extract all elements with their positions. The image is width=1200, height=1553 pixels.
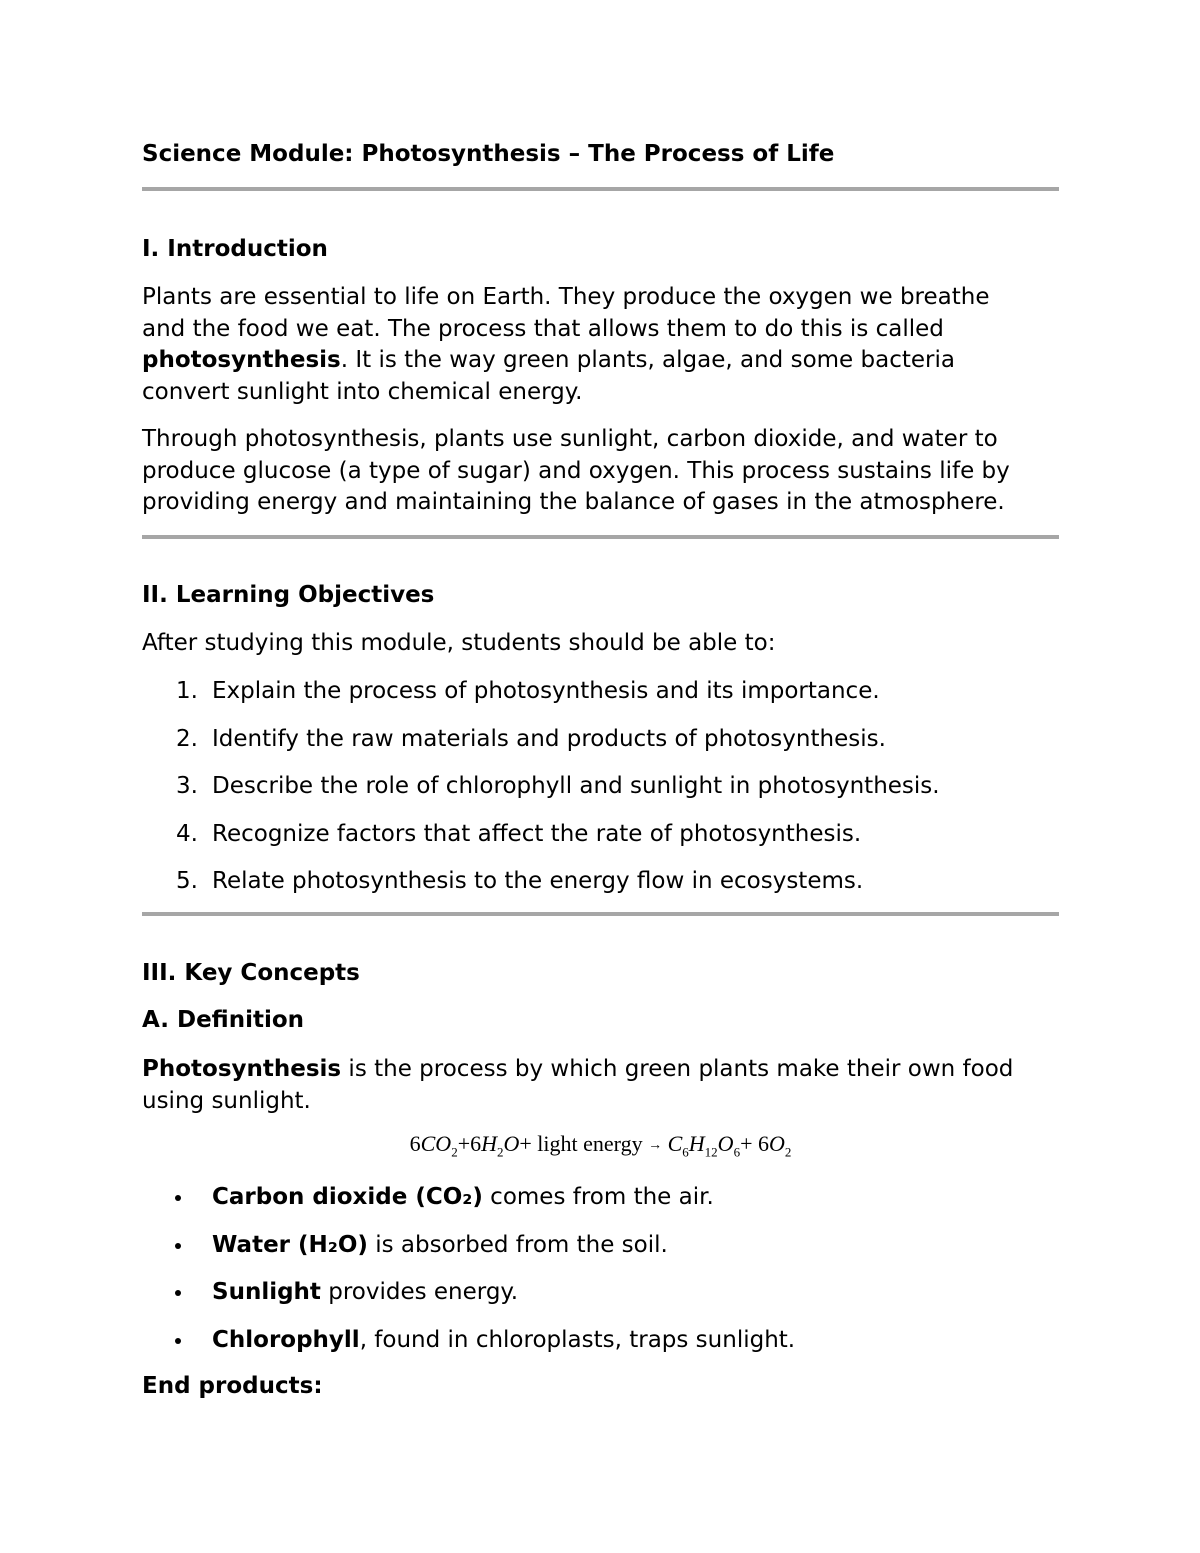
section-heading-objectives: II. Learning Objectives	[142, 582, 435, 608]
list-number: 1.	[176, 678, 198, 704]
text-line: convert sunlight into chemical energy.	[142, 378, 583, 405]
text-line: providing energy and maintaining the balance of gases in the atmosphere.	[142, 489, 1005, 515]
list-item	[142, 677, 1059, 725]
text-span: is absorbed from the soil.	[367, 1231, 668, 1258]
divider	[142, 535, 1059, 539]
divider	[142, 912, 1059, 916]
eq-part: 6	[409, 1131, 421, 1156]
objectives-lead: After studying this module, students should be able to:	[142, 630, 776, 656]
text-span: , found in chloroplasts, traps sunlight.	[359, 1326, 796, 1353]
list-number: 4.	[176, 820, 198, 847]
eq-part: + light energy	[519, 1131, 649, 1156]
list-item	[142, 1231, 1059, 1279]
text-line	[142, 1054, 1059, 1086]
eq-sub: 2	[451, 1144, 458, 1160]
eq-part: O	[717, 1131, 734, 1156]
bold-term: Water (H₂O)	[212, 1231, 368, 1258]
eq-part: C	[667, 1131, 683, 1156]
list-item-text: Describe the role of chlorophyll and sunlight in photosynthesis.	[212, 773, 940, 799]
document-title: Science Module: Photosynthesis – The Process of Life	[142, 141, 835, 167]
list-item	[142, 1183, 1059, 1231]
text-line: produce glucose (a type of sugar) and oxygen. This process sustains life by	[142, 457, 1010, 484]
list-item	[142, 867, 1059, 915]
eq-sub: 6	[682, 1144, 689, 1160]
eq-sub: 2	[497, 1144, 504, 1160]
list-item	[142, 1326, 1059, 1374]
bullet-icon	[175, 1338, 181, 1344]
bullet-icon	[175, 1290, 181, 1296]
text-span: comes from the air.	[482, 1184, 714, 1210]
list-item-text: Identify the raw materials and products of photosynthesis.	[212, 725, 886, 752]
bold-term: Photosynthesis	[142, 1056, 342, 1082]
list-item-text: Recognize factors that affect the rate of photosynthesis.	[212, 820, 862, 847]
bold-term: Sunlight	[212, 1279, 321, 1305]
list-item	[142, 1278, 1059, 1326]
text-span: . It is the way green plants, algae, and some bacteria	[340, 347, 955, 373]
list-item-text: Relate photosynthesis to the energy flow in ecosystems.	[212, 868, 864, 894]
text-span: provides energy.	[320, 1279, 519, 1305]
bold-term: Chlorophyll	[212, 1326, 360, 1353]
bold-term: photosynthesis	[142, 347, 341, 373]
bold-term: Carbon dioxide (CO₂)	[212, 1184, 483, 1210]
intro-paragraph-2	[142, 424, 1059, 519]
concepts-bullet-list	[142, 1183, 1059, 1373]
bullet-icon	[175, 1243, 181, 1249]
intro-paragraph-1	[142, 282, 1059, 408]
eq-part: + 6	[740, 1131, 769, 1156]
list-number: 5.	[176, 868, 198, 894]
list-number: 3.	[176, 773, 198, 799]
definition-paragraph	[142, 1054, 1059, 1117]
eq-sub: 12	[704, 1144, 718, 1160]
eq-part: CO	[420, 1131, 452, 1156]
bullet-icon	[175, 1195, 181, 1201]
eq-part: O	[768, 1131, 785, 1156]
section-heading-introduction: I. Introduction	[142, 236, 328, 262]
list-item	[142, 772, 1059, 820]
list-item	[142, 725, 1059, 773]
text-line: using sunlight.	[142, 1087, 311, 1114]
list-number: 2.	[176, 725, 198, 752]
list-item	[142, 820, 1059, 868]
end-products-label: End products:	[142, 1373, 323, 1399]
subheading-definition: A. Definition	[142, 1007, 305, 1033]
eq-sub: 6	[733, 1144, 741, 1160]
text-line	[142, 345, 1059, 377]
photosynthesis-equation	[142, 1131, 1059, 1160]
text-span: is the process by which green plants make their own food	[341, 1056, 1014, 1082]
eq-sub: 2	[784, 1144, 792, 1160]
text-line: and the food we eat. The process that allows them to do this is called	[142, 315, 944, 342]
divider	[142, 187, 1059, 191]
eq-part: O	[503, 1131, 520, 1156]
eq-part: +6	[457, 1131, 482, 1156]
list-item-text: Explain the process of photosynthesis and its importance.	[212, 678, 880, 704]
text-line: Plants are essential to life on Earth. They produce the oxygen we breathe	[142, 284, 990, 310]
text-line: Through photosynthesis, plants use sunlight, carbon dioxide, and water to	[142, 426, 998, 452]
section-heading-key-concepts: III. Key Concepts	[142, 960, 360, 986]
objectives-list	[142, 677, 1059, 915]
arrow-icon: →	[648, 1138, 663, 1153]
eq-part: H	[688, 1131, 705, 1156]
eq-part: H	[481, 1131, 497, 1156]
